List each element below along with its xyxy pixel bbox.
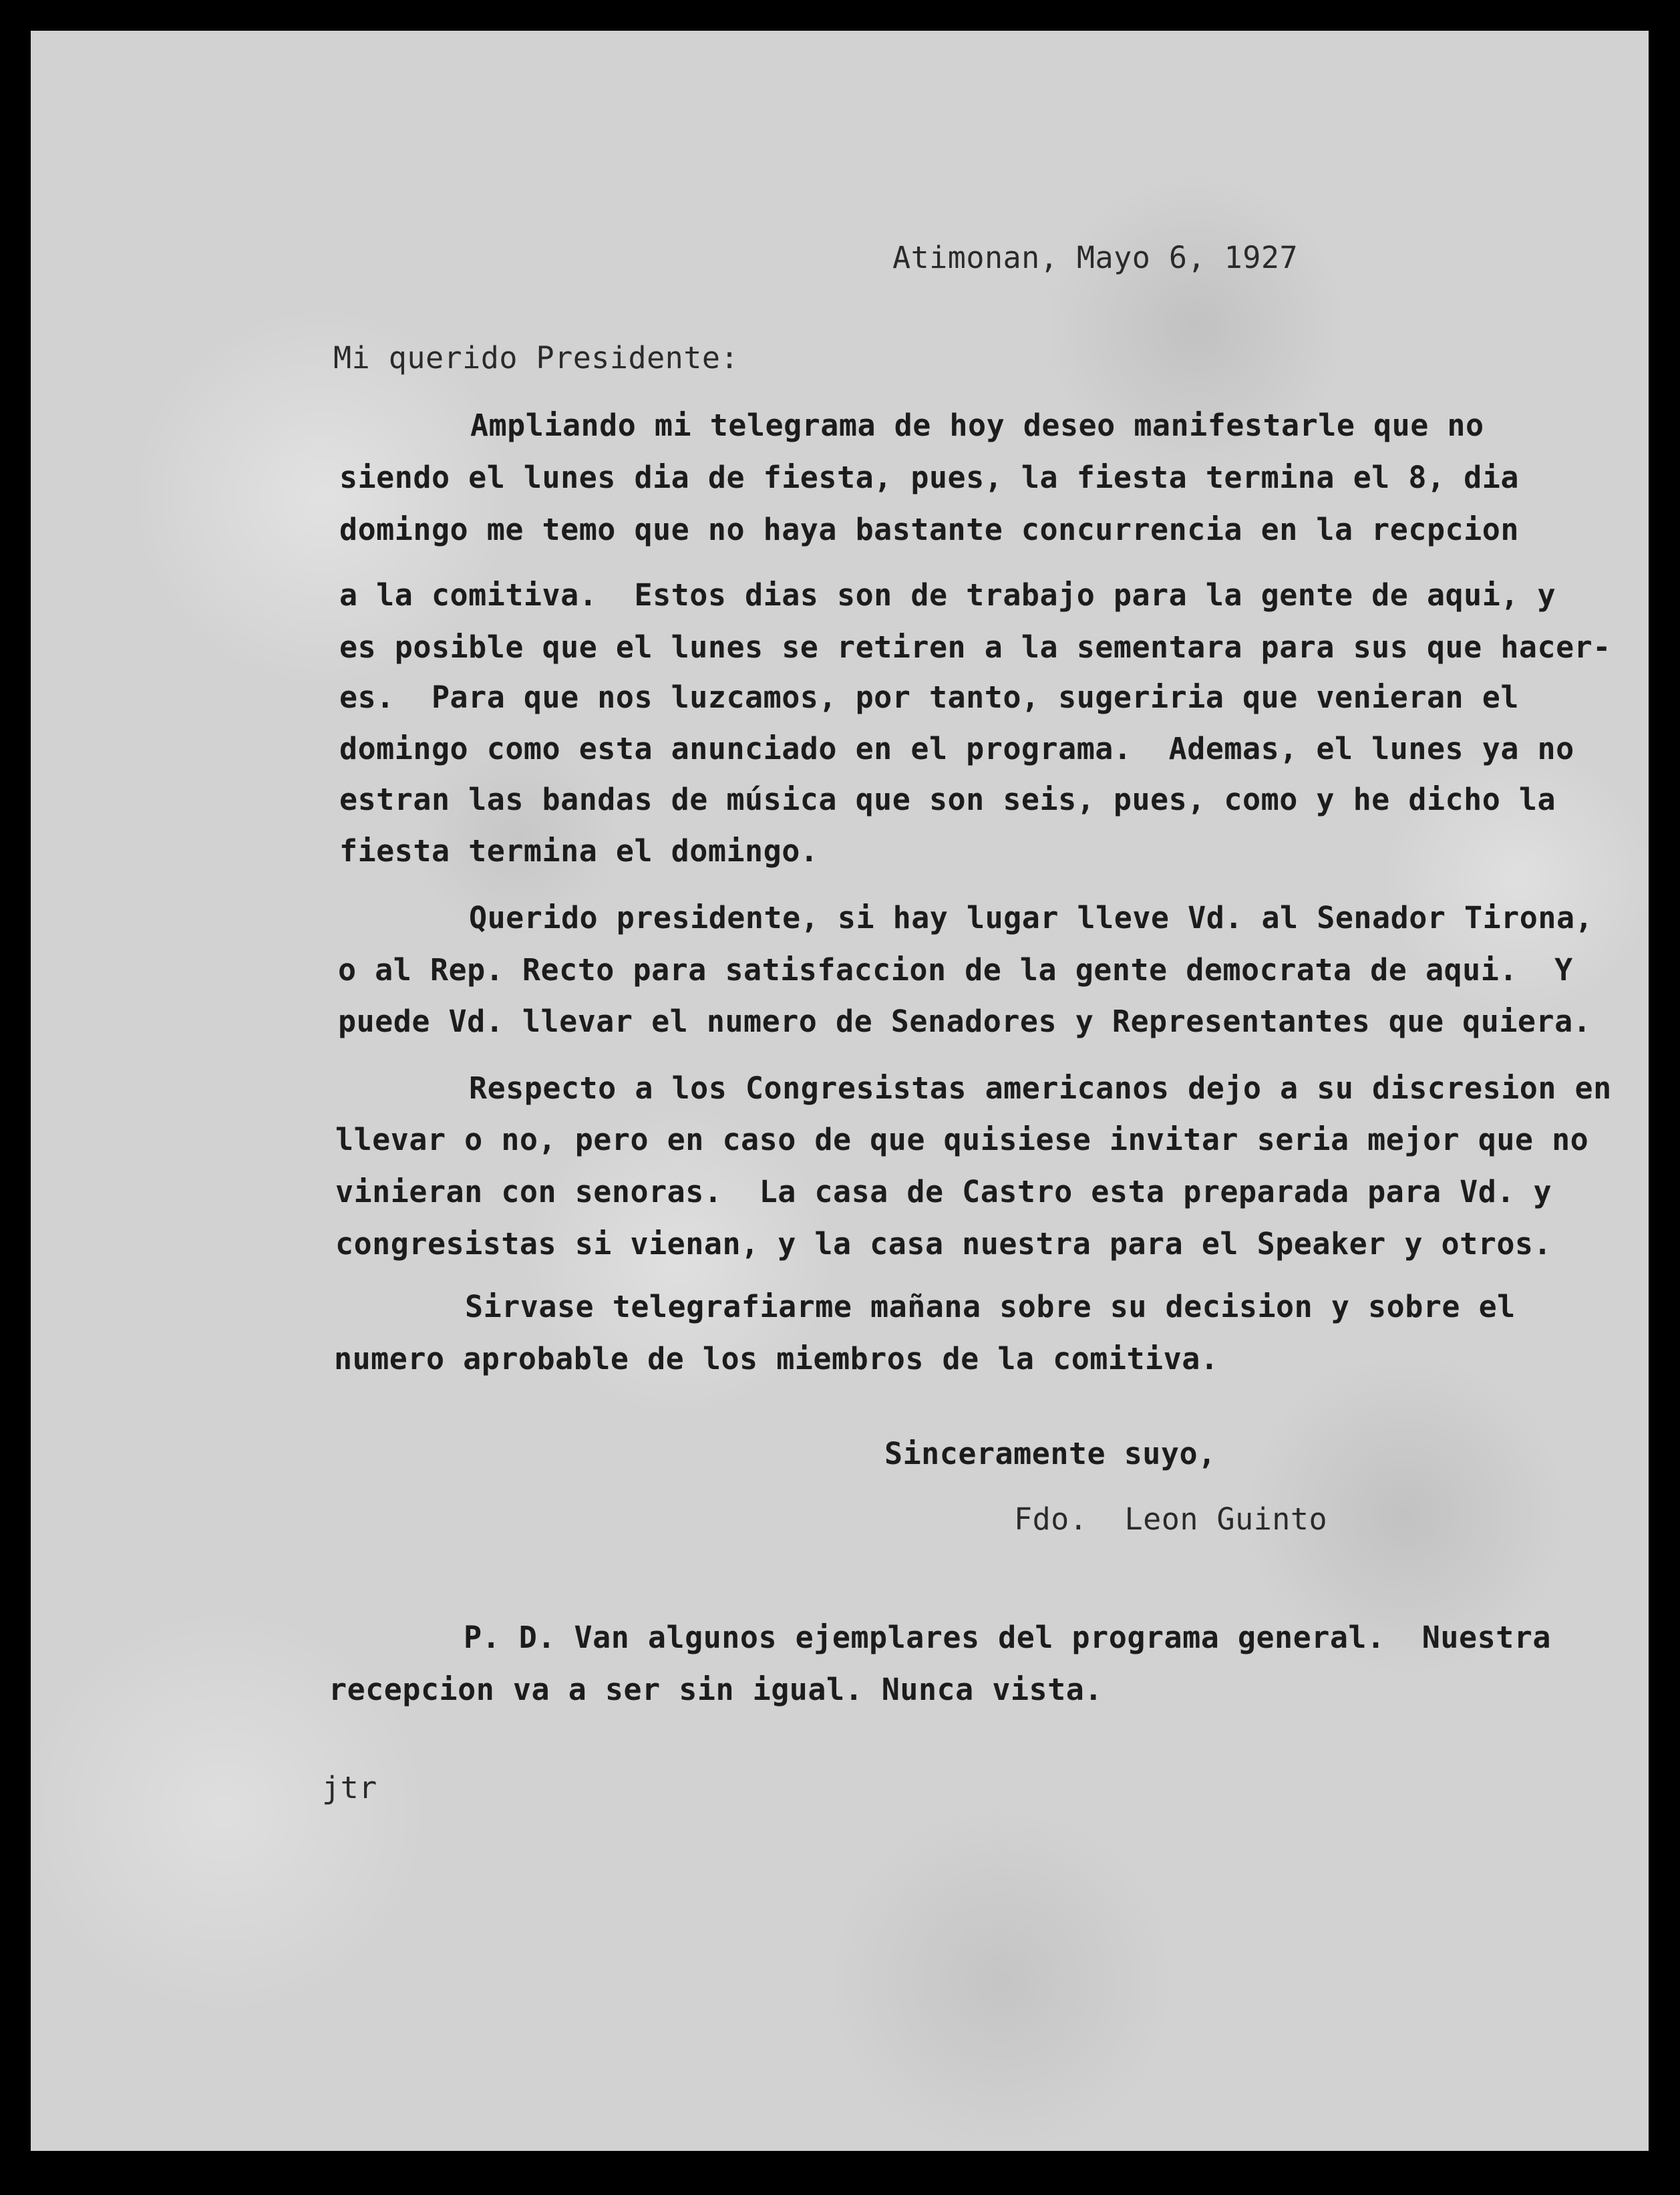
body-line: llevar o no, pero en caso de que quisiese invitar seria mejor que no — [335, 1122, 1589, 1157]
body-line: Ampliando mi telegrama de hoy deseo manifestarle que no — [470, 408, 1484, 443]
body-line: es. Para que nos luzcamos, por tanto, sugeriria que venieran el — [339, 680, 1519, 715]
body-line: Respecto a los Congresistas americanos dejo a su discresion en — [469, 1070, 1612, 1106]
body-line: domingo me temo que no haya bastante concurrencia en la recpcion — [339, 512, 1519, 547]
body-line: es posible que el lunes se retiren a la sementara para sus que hacer- — [339, 629, 1611, 665]
body-line: estran las bandas de música que son seis, pues, como y he dicho la — [339, 782, 1556, 817]
body-line: congresistas si vienan, y la casa nuestra para el Speaker y otros. — [335, 1226, 1552, 1262]
body-line: fiesta termina el domingo. — [339, 833, 819, 869]
body-line: o al Rep. Recto para satisfaccion de la gente democrata de aqui. Y — [338, 952, 1573, 988]
body-line: a la comitiva. Estos dias son de trabajo para la gente de aqui, y — [339, 577, 1556, 613]
body-line: Sirvase telegrafiarme mañana sobre su decision y sobre el — [465, 1289, 1516, 1324]
postscript-line: P. D. Van algunos ejemplares del programa general. Nuestra — [464, 1620, 1551, 1655]
postscript-line: recepcion va a ser sin igual. Nunca vista. — [329, 1672, 1103, 1707]
body-line: siendo el lunes dia de fiesta, pues, la fiesta termina el 8, dia — [339, 460, 1519, 495]
place-date: Atimonan, Mayo 6, 1927 — [892, 240, 1299, 275]
body-line: numero aprobable de los miembros de la comitiva. — [334, 1341, 1219, 1376]
letter-page — [31, 31, 1649, 2151]
body-line: domingo como esta anunciado en el programa. Ademas, el lunes ya no — [339, 731, 1574, 766]
typist-initials: jtr — [322, 1770, 377, 1805]
signature: Fdo. Leon Guinto — [1014, 1501, 1328, 1537]
body-line: vinieran con senoras. La casa de Castro esta preparada para Vd. y — [335, 1174, 1552, 1209]
closing: Sinceramente suyo, — [884, 1436, 1216, 1471]
salutation: Mi querido Presidente: — [333, 340, 739, 376]
body-line: puede Vd. llevar el numero de Senadores y Representantes que quiera. — [338, 1004, 1592, 1039]
body-line: Querido presidente, si hay lugar lleve Vd. al Senador Tirona, — [469, 900, 1594, 935]
